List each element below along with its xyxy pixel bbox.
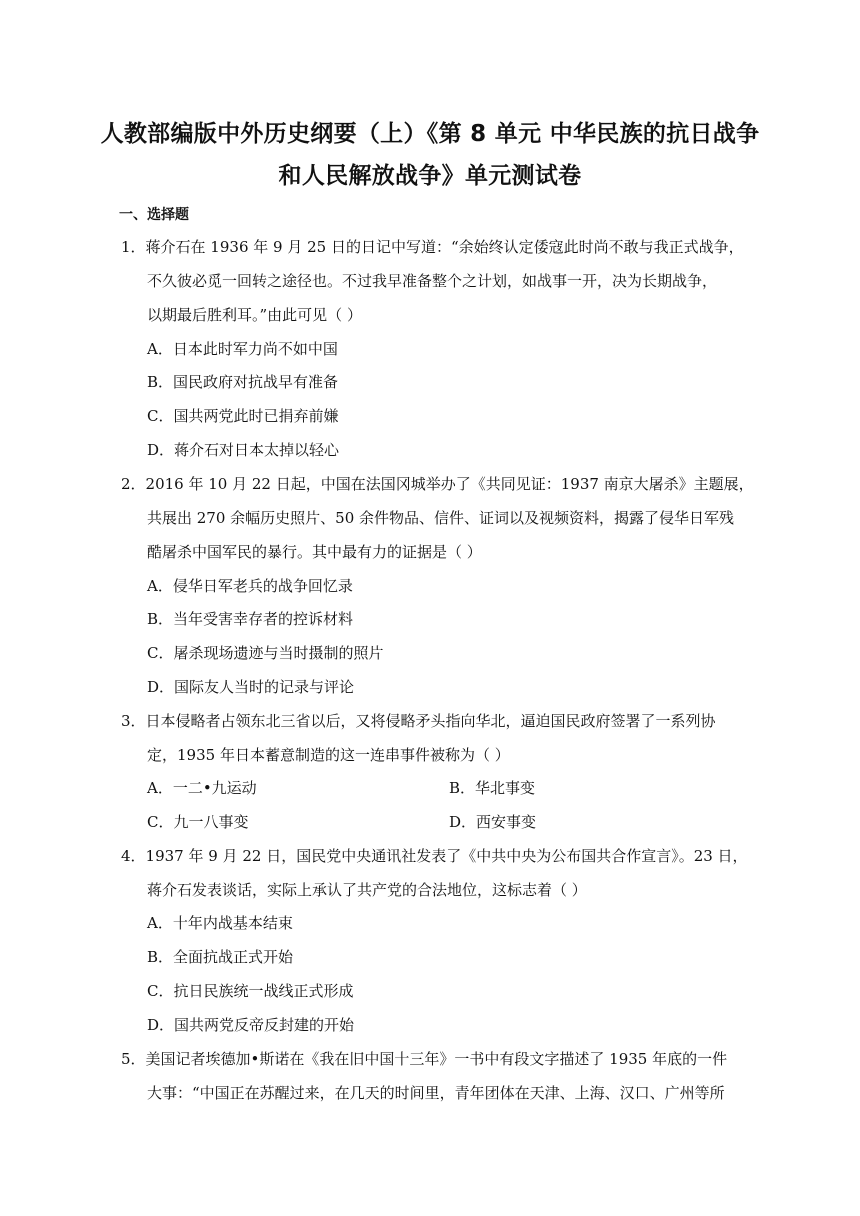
question-3-option-c: C．九一八事变 (147, 813, 249, 831)
question-5-stem-cont: 大事：“中国正在苏醒过来，在几天的时间里，青年团体在天津、上海、汉口、广州等所 (147, 1084, 725, 1102)
question-1-option-b: B．国民政府对抗战早有准备 (147, 373, 339, 391)
document-title-line-2: 和人民解放战争》单元测试卷 (278, 163, 582, 189)
question-4-option-d: D．国共两党反帝反封建的开始 (147, 1016, 355, 1034)
question-4-option-a: A．十年内战基本结束 (147, 914, 293, 932)
question-1-stem-cont: 不久彼必觅一回转之途径也。不过我早准备整个之计划，如战事一开，决为长期战争， (147, 272, 718, 290)
question-1-option-c: C．国共两党此时已捐弃前嫌 (147, 407, 339, 425)
question-3-stem-cont: 定，1935 年日本蓄意制造的这一连串事件被称为（ ） (147, 746, 510, 764)
question-2-option-d: D．国际友人当时的记录与评论 (147, 678, 355, 696)
question-3-option-a: A．一二•九运动 (147, 779, 257, 797)
question-4-option-b: B．全面抗战正式开始 (147, 948, 294, 966)
question-4-option-c: C．抗日民族统一战线正式形成 (147, 982, 354, 1000)
question-2-option-b: B．当年受害幸存者的控诉材料 (147, 610, 354, 628)
question-1-option-a: A．日本此时军力尚不如中国 (147, 340, 338, 358)
question-1-stem: 1．蒋介石在 1936 年 9 月 25 日的日记中写道：“余始终认定倭寇此时尚不敢与我正式战争， (121, 238, 744, 256)
section-heading: 一、选择题 (119, 207, 189, 223)
question-2-option-c: C．屠杀现场遗迹与当时摄制的照片 (147, 644, 384, 662)
question-3-option-b: B．华北事变 (449, 779, 536, 797)
document-title-line-1: 人教部编版中外历史纲要（上）《第 8 单元 中华民族的抗日战争 (100, 121, 760, 147)
question-2-stem: 2．2016 年 10 月 22 日起，中国在法国冈城举办了《共同见证：1937 南京大屠杀》主题展， (121, 475, 754, 493)
question-3-stem: 3．日本侵略者占领东北三省以后，又将侵略矛头指向华北，逼迫国民政府签署了一系列协 (121, 712, 716, 730)
question-5-stem: 5．美国记者埃德加•斯诺在《我在旧中国十三年》一书中有段文字描述了 1935 年底的一件 (121, 1050, 728, 1068)
question-2-option-a: A．侵华日军老兵的战争回忆录 (147, 577, 353, 595)
question-2-stem-cont: 共展出 270 余幅历史照片、50 余件物品、信件、证词以及视频资料，揭露了侵华日军残 (147, 509, 735, 527)
question-1-option-d: D．蒋介石对日本太掉以轻心 (147, 441, 340, 459)
question-2-stem-cont: 酷屠杀中国军民的暴行。其中最有力的证据是（ ） (147, 543, 482, 561)
question-4-stem-cont: 蒋介石发表谈话，实际上承认了共产党的合法地位，这标志着（ ） (147, 881, 587, 899)
question-3-option-d: D．西安事变 (449, 813, 537, 831)
question-1-stem-cont: 以期最后胜利耳。”由此可见（ ） (147, 306, 362, 324)
question-4-stem: 4．1937 年 9 月 22 日，国民党中央通讯社发表了《中共中央为公布国共合作宣言》。23 日， (121, 847, 748, 865)
